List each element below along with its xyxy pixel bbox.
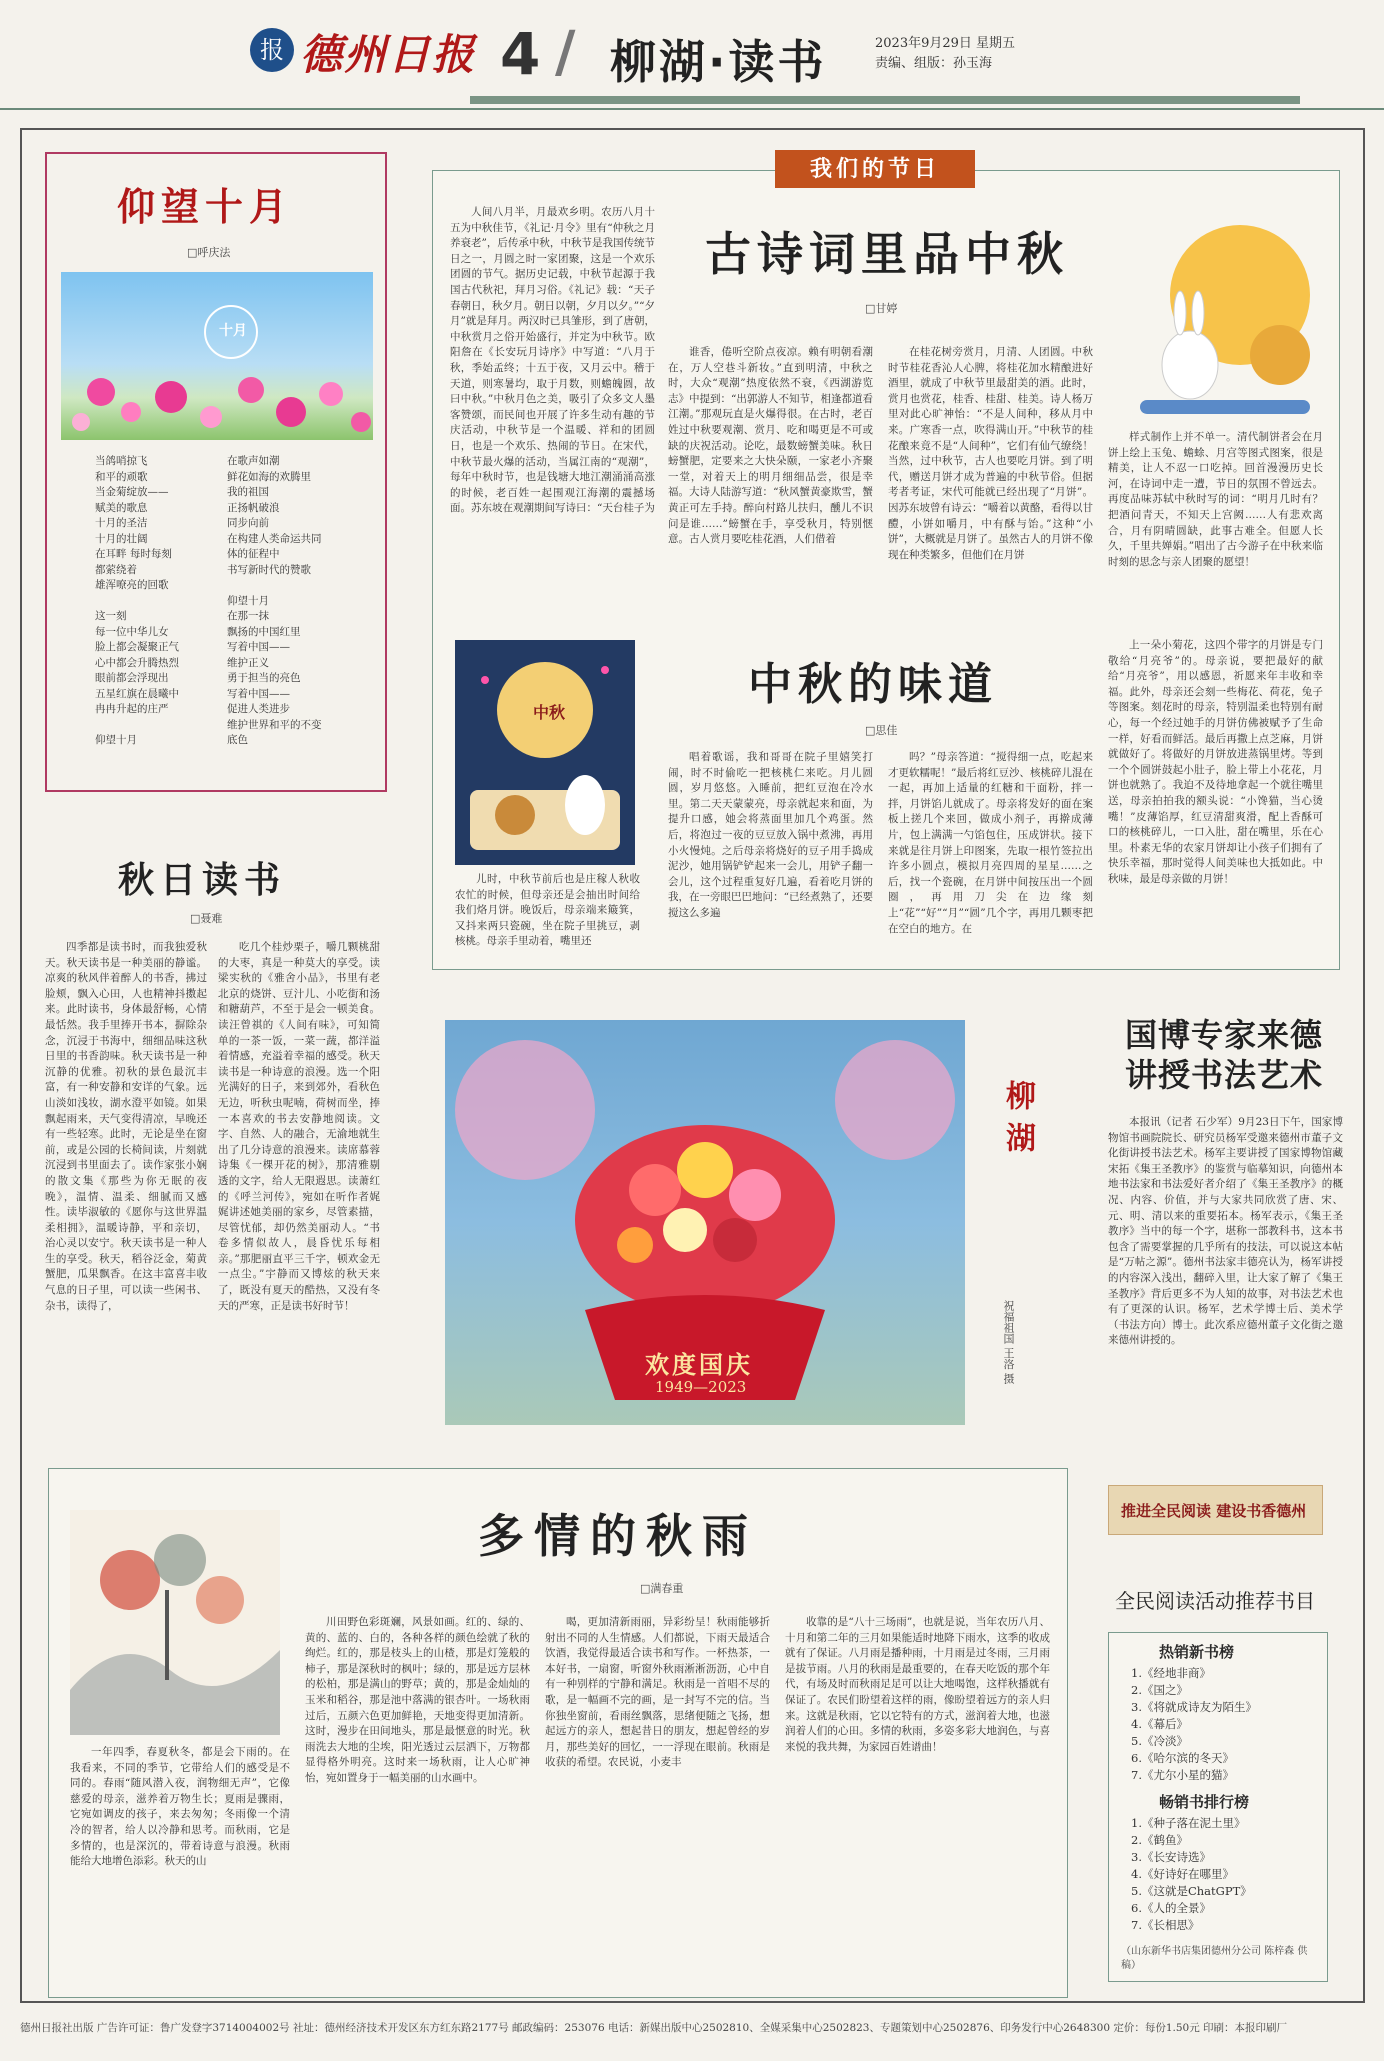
festival-col1: 人间八月半，月最欢乡明。农历八月十五为中秋佳节，《礼记·月令》里有“仲秋之月养衰老”，后传承中秋，中秋节是我国传统节日之一，月圆之时一家团聚，这是一个欢乐团圆的节气。据历史记载，中秋节起源于我国古代秋祀，拜月习俗。《礼记》载：“天子春朝日，秋夕月。朝日以朝，夕月以夕。”“夕月”就是拜月。两汉时已具雏形，到了唐朝，中秋赏月之俗开始盛行，并定为中秋节。欧阳詹在《长安玩月诗序》中写道：“八月于秋，季始孟终；十五于夜，又月云中。稽于天道，则寒暑均，取于月数，则蟾魄圆，故曰中秋。”中秋月色之美，吸引了众多文人墨客赞颂，而民间也开展了许多生动有趣的节庆活动，中秋节是一个温暖、祥和的团圆日，也是一个欢乐、热闹的节日。在宋代，中秋节最火爆的活动，当属江南的“观潮”，每年中秋时节，也是钱塘大地江潮涌涌高涨的时候，老百姓一起围观江海潮的震撼场面。苏东坡在观潮期间写诗曰：“天台桂子为 <box>450 206 655 515</box>
new-books-list <box>1131 1665 1257 1784</box>
list-item: 6.《人的全景》 <box>1131 1901 1211 1915</box>
rain-col1: 川田野色彩斑斓，风景如画。红的、绿的、黄的、蓝的、白的，各种各样的颜色绘就了秋的绚烂。红的，那是枝头上的山楂，那是灯笼般的柿子，那是深秋时的枫叶；绿的，那是远方层林的松柏，那是满山的野草；黄的，那是金灿灿的玉米和稻谷，那是池中落满的银杏叶。一场秋雨过后，五颜六色更加鲜艳，天地变得更加清新。这时，漫步在田间地头，那是最惬意的时光。秋雨洗去大地的尘埃，阳光透过云层洒下，万物都显得格外明亮。这时来一场秋雨，让人心旷神怡，宛如置身于一幅美丽的山水画中。 <box>305 1616 530 1784</box>
museum-title-line2: 讲授书法艺术 <box>1125 1056 1324 1094</box>
poem-title: 仰望十月 <box>117 184 294 229</box>
national-day-photo <box>445 1020 965 1425</box>
liuhu-side-title: 柳湖 <box>1000 1080 1035 1164</box>
photo-banner-years: 1949—2023 <box>655 1378 747 1396</box>
footer-imprint: 德州日报社出版 广告许可证：鲁广发登字3714004002号 社址：德州经济技术开发区东方红东路2177号 邮政编码：253076 电话：新媒出版中心2502810、全媒采集中心2502823、专题策划中心2502876、印务发行中心2648300 定价：每份1.50元 印刷：本报印刷厂 <box>20 2022 1288 2034</box>
masthead-bar <box>470 96 1300 104</box>
museum-title-line1: 国博专家来德 <box>1125 1016 1324 1054</box>
list-item: 1.《种子落在泥土里》 <box>1131 1816 1246 1830</box>
newspaper-logo: 德州日报 <box>300 30 477 79</box>
list-item: 5.《冷淡》 <box>1131 1734 1188 1748</box>
list-item: 3.《将就成诗友为陌生》 <box>1131 1700 1257 1714</box>
poem-image <box>61 272 373 440</box>
rain-col2: 喝，更加清新雨丽，异彩纷呈！秋雨能够折射出不同的人生情感。人们都说，下雨天最适合饮酒，我觉得最适合读书和写作。一杯热茶，一本好书，一扇窗，听窗外秋雨淅淅沥沥，心中自有一种别样的宁静和满足。秋雨是一首唱不尽的歌，是一幅画不完的画，是一封写不完的信。当你独坐窗前，看雨丝飘落，思绪便随之飞扬，想起远方的亲人，想起昔日的朋友，想起曾经的岁月，那些美好的回忆，一一浮现在眼前。秋雨是收获的希望。农民说，小麦丰 <box>545 1616 770 1769</box>
photo-credit: 祝福祖国 王洛 摄 <box>1002 1300 1015 1384</box>
masthead-slash: / <box>555 20 576 85</box>
list-item: 3.《长安诗选》 <box>1131 1850 1211 1864</box>
festival-title: 古诗词里品中秋 <box>705 227 1069 281</box>
taste-col0: 儿时，中秋节前后也是庄稼人秋收农忙的时候，但母亲还是会抽出时间给我们烙月饼。晚饭后，母亲端来簸箕，又抖来两只瓷碗，坐在院子里挑豆，剥核桃。母亲手里动着，嘴里还 <box>455 873 640 948</box>
best-books-heading: 畅销书排行榜 <box>1159 1793 1250 1811</box>
issue-date: 2023年9月29日 星期五 <box>875 36 1016 51</box>
museum-body: 本报讯（记者 石少军）9月23日下午，国家博物馆书画院院长、研究员杨军受邀来德州市董子文化街讲授书法艺术。杨军主要讲授了国家博物馆藏宋拓《集王圣教序》的鉴赏与临摹知识，向德州本地书法家和书法爱好者介绍了《集王圣教序》的概况、内容、价值，并与大家共同欣赏了唐、宋、元、明、清以来的重要拓本。杨军表示，《集王圣教序》当中的每一个字，堪称一部教科书，这本书包含了需要掌握的几乎所有的技法，可以说这本帖是“万帖之源”。德州书法家丰德亮认为，杨军讲授的内容深入浅出，翻碎入里，让大家了解了《集王圣教序》背后更多不为人知的故事，对书法艺术也有了更深的认识。杨军，艺术学博士后、美术学（书法方向）博士。此次系应德州董子文化街之邀来德州讲授的。 <box>1108 1116 1343 1347</box>
reading-title: 全民阅读活动推荐书目 <box>1115 1589 1315 1613</box>
photo-banner-text: 欢度国庆 <box>645 1350 753 1379</box>
mid-autumn-rabbit-image <box>1120 205 1325 425</box>
section-title: 柳湖·读书 <box>610 35 827 89</box>
list-item: 4.《好诗好在哪里》 <box>1131 1867 1234 1881</box>
festival-col2: 谁香，倦听空阶点夜凉。赖有明朝看潮在，万人空巷斗新妆。”直到明清，中秋之时，大众“观潮”热度依然不衰，《西湖游览志》中提到：“出郭游人不知节，相逢都道看江潮。”那观玩直是火爆得很。在古时，老百姓过中秋要观潮、赏月、吃和喝更是不可或缺的庆祝活动。论吃，最数螃蟹美味。秋日螃蟹肥，定要来之大快朵颐，一家老小齐聚一堂，对着天上的明月细细品尝，很是幸福。大诗人陆游写道：“秋风蟹黄豪欺雪，蟹黄正可左手持。醉向村路儿扶归，醺儿不识问是谁……”螃蟹在手，享受秋月，特别惬意。古人赏月要吃桂花酒，人们借着 <box>668 346 873 546</box>
ink-landscape-illustration <box>70 1510 280 1735</box>
reading-banner-text: 推进全民阅读 建设书香德州 <box>1121 1502 1307 1520</box>
list-item: 7.《长相思》 <box>1131 1918 1200 1932</box>
taste-title: 中秋的味道 <box>748 659 998 710</box>
poem-right-column: 在歌声如潮 鲜花如海的欢腾里 我的祖国 正扬帆破浪 同步向前 在构建人类命运共同 体的征程中 书写新时代的赞歌 仰望十月 在那一抹 飘扬的中国红里 写着中国—— 维护正义 勇于担当的亮色 写着中国—— 促进人类进步 维护世界和平的不变 底色 <box>227 455 322 746</box>
newspaper-logo-icon: 报 <box>250 28 294 72</box>
list-item: 2.《国之》 <box>1131 1683 1188 1697</box>
poem-image-caption: 十月 <box>219 323 247 339</box>
new-books-heading: 热销新书榜 <box>1159 1643 1235 1661</box>
festival-ribbon: 我们的节日 <box>775 150 975 188</box>
flower-field-illustration <box>61 272 373 440</box>
taste-col2: 吗？”母亲答道：“搅得细一点，吃起来才更软糯呢！”最后将红豆沙、核桃碎儿混在一起，再加上适量的红糖和干面粉，拌一拌，月饼馅儿就成了。母亲将发好的面在案板上搓几个来回，做成小剂子，再擀成薄片，包上满满一勺馅包住，压成饼状。接下来就是往月饼上印图案，先取一根竹签拉出许多小圆点，模拟月亮四周的星星……之后，找一个瓷碗，在月饼中间按压出一个圆圈，再用刀尖在边缘刻上“花”“好”“月”“圆”几个字，再用几颗枣把在空白的地方。在 <box>888 751 1093 935</box>
festival-byline: □甘婷 <box>865 302 898 315</box>
autumn-reading-byline: □聂难 <box>190 912 223 925</box>
reading-source: （山东新华书店集团德州分公司 陈梓森 供稿） <box>1121 1946 1308 1971</box>
list-item: 2.《鹤鱼》 <box>1131 1833 1188 1847</box>
mooncake-illustration <box>455 640 635 865</box>
mooncake-caption: 中秋 <box>533 703 566 722</box>
poem-box <box>45 152 387 792</box>
list-item: 7.《尤尔小星的猫》 <box>1131 1768 1234 1782</box>
reading-banner <box>1108 1485 1323 1535</box>
rain-title: 多情的秋雨 <box>478 1509 758 1563</box>
list-item: 6.《哈尔滨的冬天》 <box>1131 1751 1234 1765</box>
rain-ink-painting <box>70 1510 280 1735</box>
reading-list-box <box>1108 1632 1328 1982</box>
taste-col1: 唱着歌谣，我和哥哥在院子里嬉笑打闹，时不时偷吃一把核桃仁来吃。月儿圆圆，岁月悠悠。入睡前，把红豆泡在冷水里。第二天天蒙蒙亮，母亲就起来和面，为提升口感，她会将蒸面里加几个鸡蛋。然后，将泡过一夜的豆豆放入锅中煮沸，再用小火慢炖。之后母亲将烧好的豆子用手捣成泥沙，她用锅铲铲起来一会儿，用铲子翻一会儿，这个过程重复好几遍，看着吃月饼的我，在一旁眼巴巴地问：“已经煮熟了，还要搅这么多遍 <box>668 751 873 919</box>
mooncake-image <box>455 640 635 865</box>
page-number: 4 <box>500 20 541 88</box>
list-item: 4.《幕后》 <box>1131 1717 1188 1731</box>
rain-col0: 一年四季，春夏秋冬，都是会下雨的。在我看来，不同的季节，它带给人们的感受是不同的。春雨“随风潜入夜，润物细无声”，它像慈爱的母亲，滋养着万物生长；夏雨是骤雨，它宛如调皮的孩子，来去匆匆；冬雨像一个清冷的智者，给人以冷静和思考。而秋雨，它是多情的，也是深沉的，带着诗意与浪漫。秋雨能给大地增色添彩。秋天的山 <box>70 1746 290 1868</box>
masthead <box>0 0 1384 110</box>
autumn-reading-col1: 四季都是读书时，而我独爱秋天。秋天读书是一种美丽的静谧。凉爽的秋风伴着醉人的书香，拂过脸颊，飘入心田，人也精神抖擞起来。此时读书，身体最舒畅，心情最恬然。我手里捧开书本，摒除杂念，沉浸于书海中，细细品味这秋日里的书香韵味。秋天读书是一种沉静的优雅。初秋的景色最沉丰富，有一种安静和安详的气象。远山淡如浅妆，湖水澄平如镜。如果飘起雨来，天气变得清凉，早晚还有一些轻寒。此时，无论是坐在窗前，或是公园的长椅间读，片刻就沉浸到书里面去了。读作家张小娴的散文集《那些为你无眠的夜晚》，温情、温柔、细腻而又感性。读毕淑敏的《愿你与这世界温柔相拥》，温暖诗静，平和亲切，治心灵以安宁。秋天读书是一种人生的享受。秋天，稻谷泛金，菊黄蟹肥，瓜果飘香。在这丰富喜丰收气息的日子里，可以读一些闲书、杂书，读得了， <box>45 941 207 1312</box>
taste-col3: 上一朵小菊花，这四个带字的月饼是专门敬给“月亮爷”的。母亲说，要把最好的献给“月亮爷”，用以感恩，祈愿来年丰收和幸福。此外，母亲还会刻一些梅花、荷花，兔子等图案。刻花时的母亲，特别温柔也特别有耐心，每一个经过她手的月饼仿佛被赋予了生命一样，好看而鲜活。最后再撒上点芝麻，月饼就做好了。将做好的月饼放进蒸锅里烤。等到一个个圆饼鼓起小肚子，脸上带上小花花，月饼也就熟了。我迫不及待地拿起一个就往嘴里送，母亲拍拍我的额头说：“小馋猫，当心烫嘴！”皮薄馅厚，红豆清甜爽滑，配上香酥可口的核桃碎儿，一口入肚，甜在嘴里，乐在心里。朴素无华的农家月饼却让小孩子们拥有了快乐幸福，那时觉得人间美味也大抵如此。中秋味，最是母亲做的月饼！ <box>1108 639 1323 885</box>
poem-byline: □呼庆法 <box>187 246 231 259</box>
list-item: 5.《这就是ChatGPT》 <box>1131 1884 1252 1898</box>
editor-credit: 责编、组版：孙玉海 <box>875 56 993 71</box>
dateline <box>875 34 1015 74</box>
autumn-reading-col2: 吃几个桂炒栗子，嚼几颗桃甜的大枣，真是一种莫大的享受。读梁实秋的《雅舍小品》，书里有老北京的烧饼、豆汁儿、小吃街和汤和糖葫芦，不至于是会一顿美食。读汪曾祺的《人间有味》，可知简单的一茶一饭，一菜一蔬，都洋溢着情感，充溢着幸福的感受。秋天读书是一种诗意的浪漫。选一个阳光满好的日子，来到郊外，看秋色无边，听秋虫呢喃，荷树而坐，捧一本喜欢的书去安静地阅读。文字、自然、人的融合，无渝地就生出了几分诗意的浪漫来。读席慕蓉诗集《一棵开花的树》，那清雅剔透的文字，给人无限遐思。读萧红的《呼兰河传》，宛如在听作者娓娓讲述她美丽的家乡，尽管素描，尽管忧郁，却仍然美丽动人。“书卷多情似故人，晨昏忧乐每相亲。”那肥丽直平三千字，顿欢金无一点尘。”宇静而又博炫的秋天来了，既没有夏天的酷热，又没有冬天的严寒，正是读书好时节！ <box>218 941 380 1312</box>
list-item: 1.《经地非商》 <box>1131 1666 1211 1680</box>
rabbit-moon-illustration <box>1120 205 1325 425</box>
rain-byline: □满春重 <box>640 1582 684 1595</box>
autumn-reading-title: 秋日读书 <box>118 860 287 901</box>
rain-col3: 收靠的是“八十三场雨”，也就是说，当年农历八月、十月和第二年的三月如果能适时地降下雨水，这季的收成就有了保证。八月雨是播种雨，十月雨是过冬雨，三月雨是拔节雨。八月的秋雨是最重要的，在春天吃饭的那个年代，有场及时而秋雨足足可以让大地喝饱，这样秋播就有保证了。农民们盼望着这样的雨，像盼望着远方的亲人归来。这就是秋雨，它以它特有的方式，滋润着大地，也滋润着人们的心田。多情的秋雨，多姿多彩大地润色，与喜来悦的我共舞，为家园百姓谱曲！ <box>785 1616 1050 1753</box>
poem-left-column: 当鸽哨掠飞 和平的顽歌 当金菊绽放—— 赋美的歌息 十月的圣洁 十月的壮阔 在耳畔 每时每刻 都萦绕着 雄浑嘹亮的回歌 这一刻 每一位中华儿女 脸上都会凝聚正气 心中都会升腾热烈 眼前都会浮现出 五星红旗在晨曦中 冉冉升起的庄严 仰望十月 <box>95 455 179 746</box>
taste-byline: □思佳 <box>865 724 898 737</box>
best-books-list <box>1131 1815 1252 1934</box>
festival-col4: 样式制作上并不单一。清代制饼者会在月饼上绘上玉兔、蟾蜍、月宫等图式图案，很是精美，让人不忍一口吃掉。回首漫漫历史长河，在诗词中走一遭，节日的氛围不曾远去。再度品味苏轼中秋时写的词：“明月几时有？把酒问青天，不知天上宫阙……人有悲欢离合，月有阴晴圆缺，此事古难全。但愿人长久，千里共婵娟。”唱出了古今游子在中秋来临时刻的思念与亲人团聚的愿望！ <box>1108 431 1323 568</box>
festival-col3: 在桂花树旁赏月，月清、人团圆。中秋时节桂花香沁人心脾，将桂花加水精酿进好酒里，就成了中秋节里最甜美的酒。此时，赏月也赏花，桂香、桂甜、桂美。诗人杨万里对此心旷神怡：“不是人间种，移从月中来。广寒香一点，吹得满山开。”中秋节的桂花酿来竟不是“人间种”，它们有仙气缭绕！当然，过中秋节，古人也要吃月饼。到了明代，赠送月饼才成为普遍的中秋节俗。但据考者考证，宋代可能就已经出现了“月饼”。因苏东坡曾有诗云：“嚼着以黄酪，看得以甘醴，小饼如嚼月，中有酥与饴。”这种“小饼”，大概就是月饼了。虽然古人的月饼不像现在种类繁多，但他们在月饼 <box>888 346 1093 561</box>
